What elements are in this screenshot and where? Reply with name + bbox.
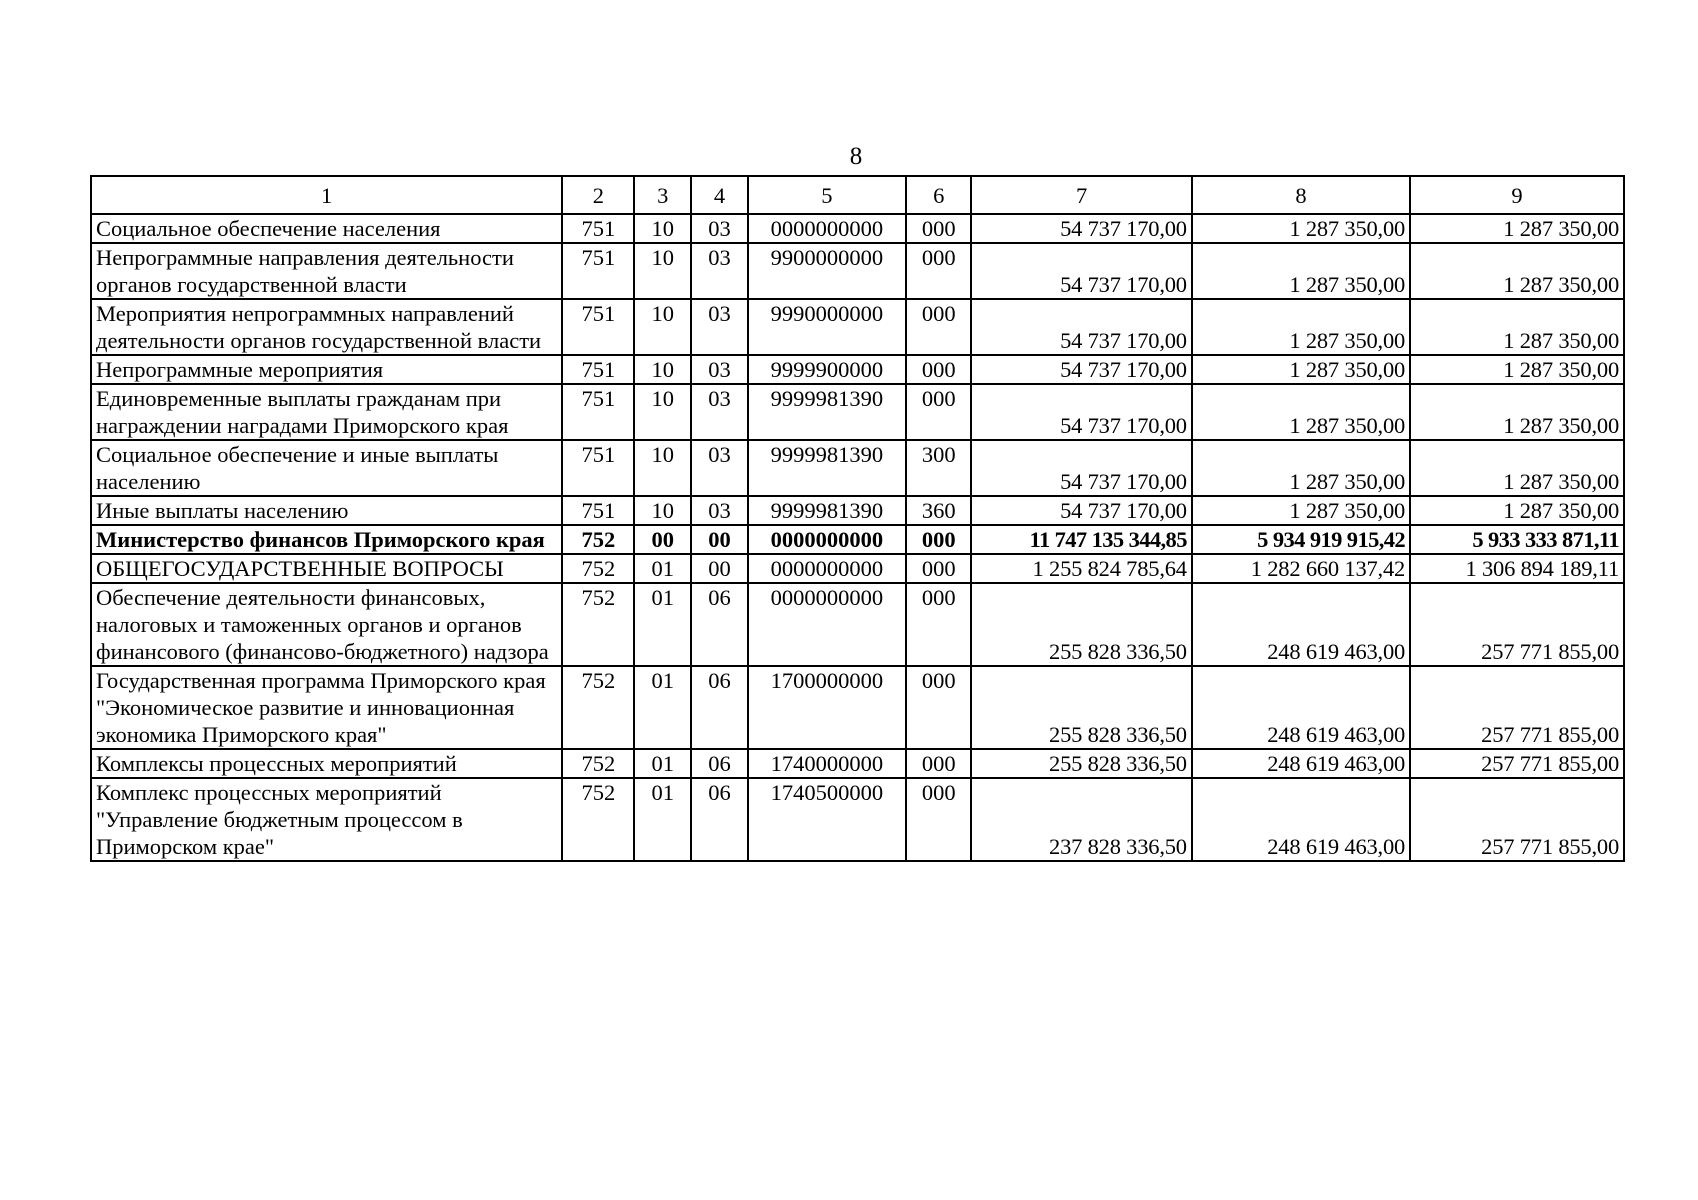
amount-cell: 255 828 336,50 xyxy=(971,666,1191,749)
budget-table xyxy=(90,175,1625,862)
amount-cell: 1 287 350,00 xyxy=(1410,384,1624,440)
amount-cell: 1 287 350,00 xyxy=(1192,299,1410,355)
amount-cell: 1 287 350,00 xyxy=(1410,440,1624,496)
amount-cell: 5 933 333 871,11 xyxy=(1410,525,1624,554)
code-cell: 00 xyxy=(691,525,748,554)
amount-cell: 248 619 463,00 xyxy=(1192,666,1410,749)
column-header-1: 1 xyxy=(91,176,562,214)
amount-cell: 1 287 350,00 xyxy=(1192,243,1410,299)
amount-cell: 1 287 350,00 xyxy=(1192,355,1410,384)
code-cell: 1700000000 xyxy=(748,666,906,749)
code-cell: 000 xyxy=(906,214,971,243)
amount-cell: 248 619 463,00 xyxy=(1192,749,1410,778)
amount-cell: 54 737 170,00 xyxy=(971,496,1191,525)
code-cell: 03 xyxy=(691,440,748,496)
row-name-cell: Мероприятия непрограммных направлений деятельности органов государственной власти xyxy=(91,299,562,355)
code-cell: 10 xyxy=(634,243,691,299)
code-cell: 10 xyxy=(634,299,691,355)
code-cell: 01 xyxy=(634,583,691,666)
code-cell: 751 xyxy=(562,384,634,440)
code-cell: 10 xyxy=(634,440,691,496)
code-cell: 03 xyxy=(691,355,748,384)
amount-cell: 5 934 919 915,42 xyxy=(1192,525,1410,554)
code-cell: 03 xyxy=(691,496,748,525)
code-cell: 1740500000 xyxy=(748,778,906,861)
table-row xyxy=(91,525,1624,554)
table-row xyxy=(91,214,1624,243)
table-row xyxy=(91,384,1624,440)
code-cell: 10 xyxy=(634,214,691,243)
code-cell: 752 xyxy=(562,778,634,861)
amount-cell: 11 747 135 344,85 xyxy=(971,525,1191,554)
row-name-cell: Социальное обеспечение населения xyxy=(91,214,562,243)
code-cell: 01 xyxy=(634,666,691,749)
amount-cell: 54 737 170,00 xyxy=(971,214,1191,243)
column-header-8: 8 xyxy=(1192,176,1410,214)
code-cell: 9999981390 xyxy=(748,496,906,525)
amount-cell: 257 771 855,00 xyxy=(1410,778,1624,861)
row-name-cell: Социальное обеспечение и иные выплаты населению xyxy=(91,440,562,496)
amount-cell: 1 287 350,00 xyxy=(1192,496,1410,525)
row-name-cell: Обеспечение деятельности финансовых, налоговых и таможенных органов и органов финансового (финансово-бюджетного) надзора xyxy=(91,583,562,666)
code-cell: 000 xyxy=(906,554,971,583)
code-cell: 300 xyxy=(906,440,971,496)
amount-cell: 1 287 350,00 xyxy=(1410,355,1624,384)
code-cell: 000 xyxy=(906,355,971,384)
table-row xyxy=(91,496,1624,525)
page-number: 8 xyxy=(849,143,863,170)
code-cell: 751 xyxy=(562,355,634,384)
code-cell: 751 xyxy=(562,299,634,355)
amount-cell: 1 287 350,00 xyxy=(1192,440,1410,496)
code-cell: 03 xyxy=(691,384,748,440)
table-row xyxy=(91,583,1624,666)
code-cell: 752 xyxy=(562,525,634,554)
amount-cell: 1 287 350,00 xyxy=(1410,214,1624,243)
code-cell: 06 xyxy=(691,749,748,778)
code-cell: 9999981390 xyxy=(748,384,906,440)
column-header-5: 5 xyxy=(748,176,906,214)
table-header xyxy=(91,176,1624,214)
amount-cell: 257 771 855,00 xyxy=(1410,749,1624,778)
table-row xyxy=(91,355,1624,384)
code-cell: 751 xyxy=(562,496,634,525)
amount-cell: 248 619 463,00 xyxy=(1192,778,1410,861)
code-cell: 0000000000 xyxy=(748,583,906,666)
amount-cell: 1 255 824 785,64 xyxy=(971,554,1191,583)
code-cell: 360 xyxy=(906,496,971,525)
row-name-cell: Комплексы процессных мероприятий xyxy=(91,749,562,778)
row-name-cell: ОБЩЕГОСУДАРСТВЕННЫЕ ВОПРОСЫ xyxy=(91,554,562,583)
code-cell: 01 xyxy=(634,749,691,778)
code-cell: 00 xyxy=(634,525,691,554)
table-row xyxy=(91,243,1624,299)
code-cell: 000 xyxy=(906,778,971,861)
code-cell: 751 xyxy=(562,214,634,243)
code-cell: 752 xyxy=(562,666,634,749)
row-name-cell: Непрограммные мероприятия xyxy=(91,355,562,384)
code-cell: 0000000000 xyxy=(748,525,906,554)
amount-cell: 54 737 170,00 xyxy=(971,384,1191,440)
code-cell: 1740000000 xyxy=(748,749,906,778)
code-cell: 9900000000 xyxy=(748,243,906,299)
column-header-3: 3 xyxy=(634,176,691,214)
code-cell: 06 xyxy=(691,666,748,749)
amount-cell: 1 287 350,00 xyxy=(1410,299,1624,355)
code-cell: 000 xyxy=(906,749,971,778)
code-cell: 9990000000 xyxy=(748,299,906,355)
code-cell: 752 xyxy=(562,749,634,778)
table-row xyxy=(91,749,1624,778)
code-cell: 751 xyxy=(562,243,634,299)
code-cell: 752 xyxy=(562,583,634,666)
code-cell: 03 xyxy=(691,299,748,355)
amount-cell: 1 306 894 189,11 xyxy=(1410,554,1624,583)
code-cell: 000 xyxy=(906,299,971,355)
code-cell: 000 xyxy=(906,583,971,666)
row-name-cell: Государственная программа Приморского края "Экономическое развитие и инновационная экономика Приморского края" xyxy=(91,666,562,749)
amount-cell: 1 282 660 137,42 xyxy=(1192,554,1410,583)
amount-cell: 248 619 463,00 xyxy=(1192,583,1410,666)
amount-cell: 257 771 855,00 xyxy=(1410,666,1624,749)
code-cell: 000 xyxy=(906,243,971,299)
amount-cell: 1 287 350,00 xyxy=(1192,384,1410,440)
code-cell: 751 xyxy=(562,440,634,496)
amount-cell: 255 828 336,50 xyxy=(971,749,1191,778)
column-header-7: 7 xyxy=(971,176,1191,214)
row-name-cell: Министерство финансов Приморского края xyxy=(91,525,562,554)
code-cell: 000 xyxy=(906,384,971,440)
code-cell: 06 xyxy=(691,583,748,666)
code-cell: 00 xyxy=(691,554,748,583)
row-name-cell: Иные выплаты населению xyxy=(91,496,562,525)
code-cell: 000 xyxy=(906,525,971,554)
row-name-cell: Комплекс процессных мероприятий "Управление бюджетным процессом в Приморском крае" xyxy=(91,778,562,861)
code-cell: 0000000000 xyxy=(748,214,906,243)
column-header-6: 6 xyxy=(906,176,971,214)
code-cell: 9999900000 xyxy=(748,355,906,384)
table-row xyxy=(91,440,1624,496)
amount-cell: 1 287 350,00 xyxy=(1192,214,1410,243)
amount-cell: 237 828 336,50 xyxy=(971,778,1191,861)
code-cell: 06 xyxy=(691,778,748,861)
table-row xyxy=(91,666,1624,749)
code-cell: 9999981390 xyxy=(748,440,906,496)
code-cell: 10 xyxy=(634,355,691,384)
table-row xyxy=(91,554,1624,583)
code-cell: 10 xyxy=(634,384,691,440)
header-row xyxy=(91,176,1624,214)
code-cell: 03 xyxy=(691,214,748,243)
amount-cell: 54 737 170,00 xyxy=(971,299,1191,355)
amount-cell: 255 828 336,50 xyxy=(971,583,1191,666)
amount-cell: 1 287 350,00 xyxy=(1410,243,1624,299)
code-cell: 01 xyxy=(634,778,691,861)
table-row xyxy=(91,299,1624,355)
amount-cell: 54 737 170,00 xyxy=(971,440,1191,496)
amount-cell: 1 287 350,00 xyxy=(1410,496,1624,525)
amount-cell: 54 737 170,00 xyxy=(971,355,1191,384)
table-row xyxy=(91,778,1624,861)
table-body xyxy=(91,214,1624,861)
code-cell: 01 xyxy=(634,554,691,583)
column-header-9: 9 xyxy=(1410,176,1624,214)
column-header-4: 4 xyxy=(691,176,748,214)
row-name-cell: Единовременные выплаты гражданам при награждении наградами Приморского края xyxy=(91,384,562,440)
code-cell: 0000000000 xyxy=(748,554,906,583)
row-name-cell: Непрограммные направления деятельности органов государственной власти xyxy=(91,243,562,299)
amount-cell: 54 737 170,00 xyxy=(971,243,1191,299)
code-cell: 03 xyxy=(691,243,748,299)
code-cell: 000 xyxy=(906,666,971,749)
column-header-2: 2 xyxy=(562,176,634,214)
code-cell: 752 xyxy=(562,554,634,583)
amount-cell: 257 771 855,00 xyxy=(1410,583,1624,666)
code-cell: 10 xyxy=(634,496,691,525)
